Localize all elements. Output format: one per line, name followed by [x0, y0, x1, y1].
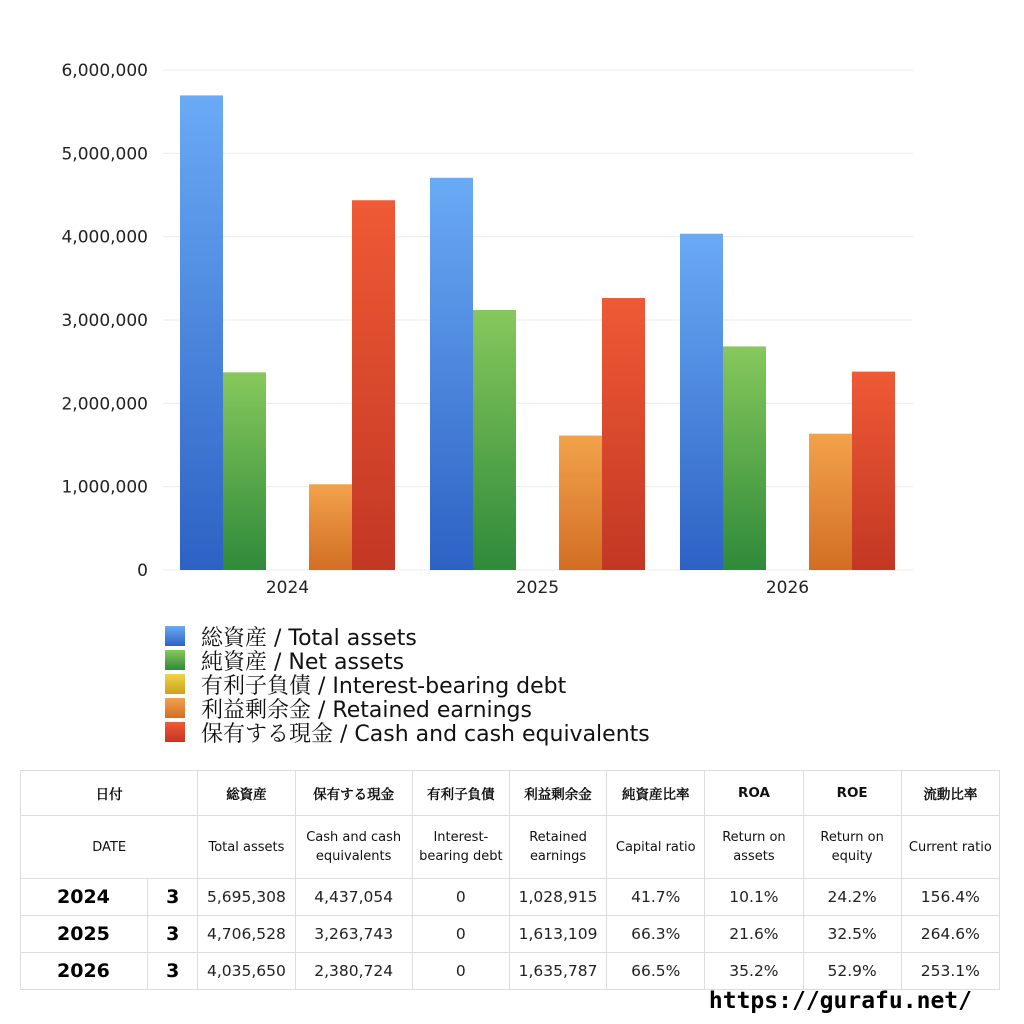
table-header-jp — [21, 771, 1000, 816]
table-row — [21, 879, 1000, 916]
cell-total-assets: 5,695,308 — [198, 879, 295, 916]
y-tick-label: 3,000,000 — [61, 311, 148, 331]
grid-lines — [163, 70, 913, 570]
cell-retained: 1,635,787 — [509, 953, 606, 990]
header-debt-jp: 有利子負債 — [412, 771, 509, 816]
y-axis-ticks — [61, 61, 148, 581]
y-tick-label: 6,000,000 — [61, 61, 148, 81]
cell-current-ratio: 264.6% — [901, 916, 999, 953]
header-capital-ratio-jp: 純資産比率 — [607, 771, 705, 816]
header-date-en: DATE — [21, 816, 198, 879]
header-roa: ROA — [705, 771, 803, 816]
legend-swatch-total-assets — [165, 626, 185, 646]
table-row — [21, 916, 1000, 953]
cell-cash: 4,437,054 — [295, 879, 412, 916]
y-tick-label: 4,000,000 — [61, 227, 148, 248]
x-tick-label: 2026 — [765, 578, 810, 598]
legend-swatch-net-assets — [165, 650, 185, 670]
cell-roe: 24.2% — [803, 879, 901, 916]
header-cash-jp: 保有する現金 — [295, 771, 412, 816]
bar — [680, 234, 723, 570]
financial-summary-table — [20, 770, 1000, 990]
bar — [602, 298, 645, 570]
header-roe-en: Return on equity — [803, 816, 901, 879]
header-date-jp: 日付 — [21, 771, 198, 816]
bar — [723, 346, 766, 570]
cell-debt: 0 — [412, 916, 509, 953]
x-axis-ticks — [266, 578, 809, 598]
cell-capital-ratio: 41.7% — [607, 879, 705, 916]
legend-item-cash — [165, 720, 650, 747]
legend-label: 純資産 / Net assets — [201, 649, 405, 675]
row-month: 3 — [148, 953, 198, 990]
legend — [165, 624, 650, 747]
row-month: 3 — [148, 879, 198, 916]
cell-total-assets: 4,035,650 — [198, 953, 295, 990]
cell-roa: 21.6% — [705, 916, 803, 953]
row-year: 2024 — [21, 879, 148, 916]
row-month: 3 — [148, 916, 198, 953]
cell-retained: 1,613,109 — [509, 916, 606, 953]
header-current-ratio-jp: 流動比率 — [901, 771, 999, 816]
table-header-en — [21, 816, 1000, 879]
legend-swatch-interest-bearing-debt — [165, 674, 185, 694]
header-current-ratio-en: Current ratio — [901, 816, 999, 879]
header-capital-ratio-en: Capital ratio — [607, 816, 705, 879]
cell-capital-ratio: 66.5% — [607, 953, 705, 990]
legend-swatch-retained-earnings — [165, 698, 185, 718]
legend-label: 保有する現金 / Cash and cash equivalents — [201, 721, 650, 747]
header-cash-en: Cash and cash equivalents — [295, 816, 412, 879]
header-debt-en: Interest-bearing debt — [412, 816, 509, 879]
cell-cash: 3,263,743 — [295, 916, 412, 953]
bar — [352, 200, 395, 570]
y-tick-label: 1,000,000 — [61, 477, 148, 498]
x-tick-label: 2025 — [515, 578, 560, 598]
header-total-assets-jp: 総資産 — [198, 771, 295, 816]
header-total-assets-en: Total assets — [198, 816, 295, 879]
cell-retained: 1,028,915 — [509, 879, 606, 916]
bar — [473, 310, 516, 570]
table-row — [21, 953, 1000, 990]
y-tick-label: 5,000,000 — [61, 144, 148, 165]
cell-total-assets: 4,706,528 — [198, 916, 295, 953]
bar — [180, 95, 223, 570]
row-year: 2025 — [21, 916, 148, 953]
bars — [180, 95, 895, 570]
header-roa-en: Return on assets — [705, 816, 803, 879]
cell-roa: 10.1% — [705, 879, 803, 916]
row-year: 2026 — [21, 953, 148, 990]
bar — [852, 372, 895, 570]
header-retained-jp: 利益剰余金 — [509, 771, 606, 816]
bar — [223, 372, 266, 570]
x-tick-label: 2024 — [265, 578, 310, 598]
cell-debt: 0 — [412, 879, 509, 916]
legend-label: 総資産 / Total assets — [201, 625, 417, 651]
site-url: https://gurafu.net/ — [708, 988, 972, 1014]
cell-roe: 32.5% — [803, 916, 901, 953]
cell-capital-ratio: 66.3% — [607, 916, 705, 953]
cell-roe: 52.9% — [803, 953, 901, 990]
cell-cash: 2,380,724 — [295, 953, 412, 990]
header-roe: ROE — [803, 771, 901, 816]
bar — [309, 484, 352, 570]
legend-swatch-cash — [165, 722, 185, 742]
bar — [559, 436, 602, 570]
cell-roa: 35.2% — [705, 953, 803, 990]
cell-current-ratio: 253.1% — [901, 953, 999, 990]
cell-debt: 0 — [412, 953, 509, 990]
legend-label: 利益剰余金 / Retained earnings — [201, 697, 532, 723]
bar — [809, 434, 852, 570]
cell-current-ratio: 156.4% — [901, 879, 999, 916]
y-tick-label: 2,000,000 — [61, 394, 148, 415]
y-tick-label: 0 — [137, 561, 148, 581]
header-retained-en: Retained earnings — [509, 816, 606, 879]
legend-label: 有利子負債 / Interest-bearing debt — [201, 673, 567, 699]
bar — [430, 178, 473, 570]
